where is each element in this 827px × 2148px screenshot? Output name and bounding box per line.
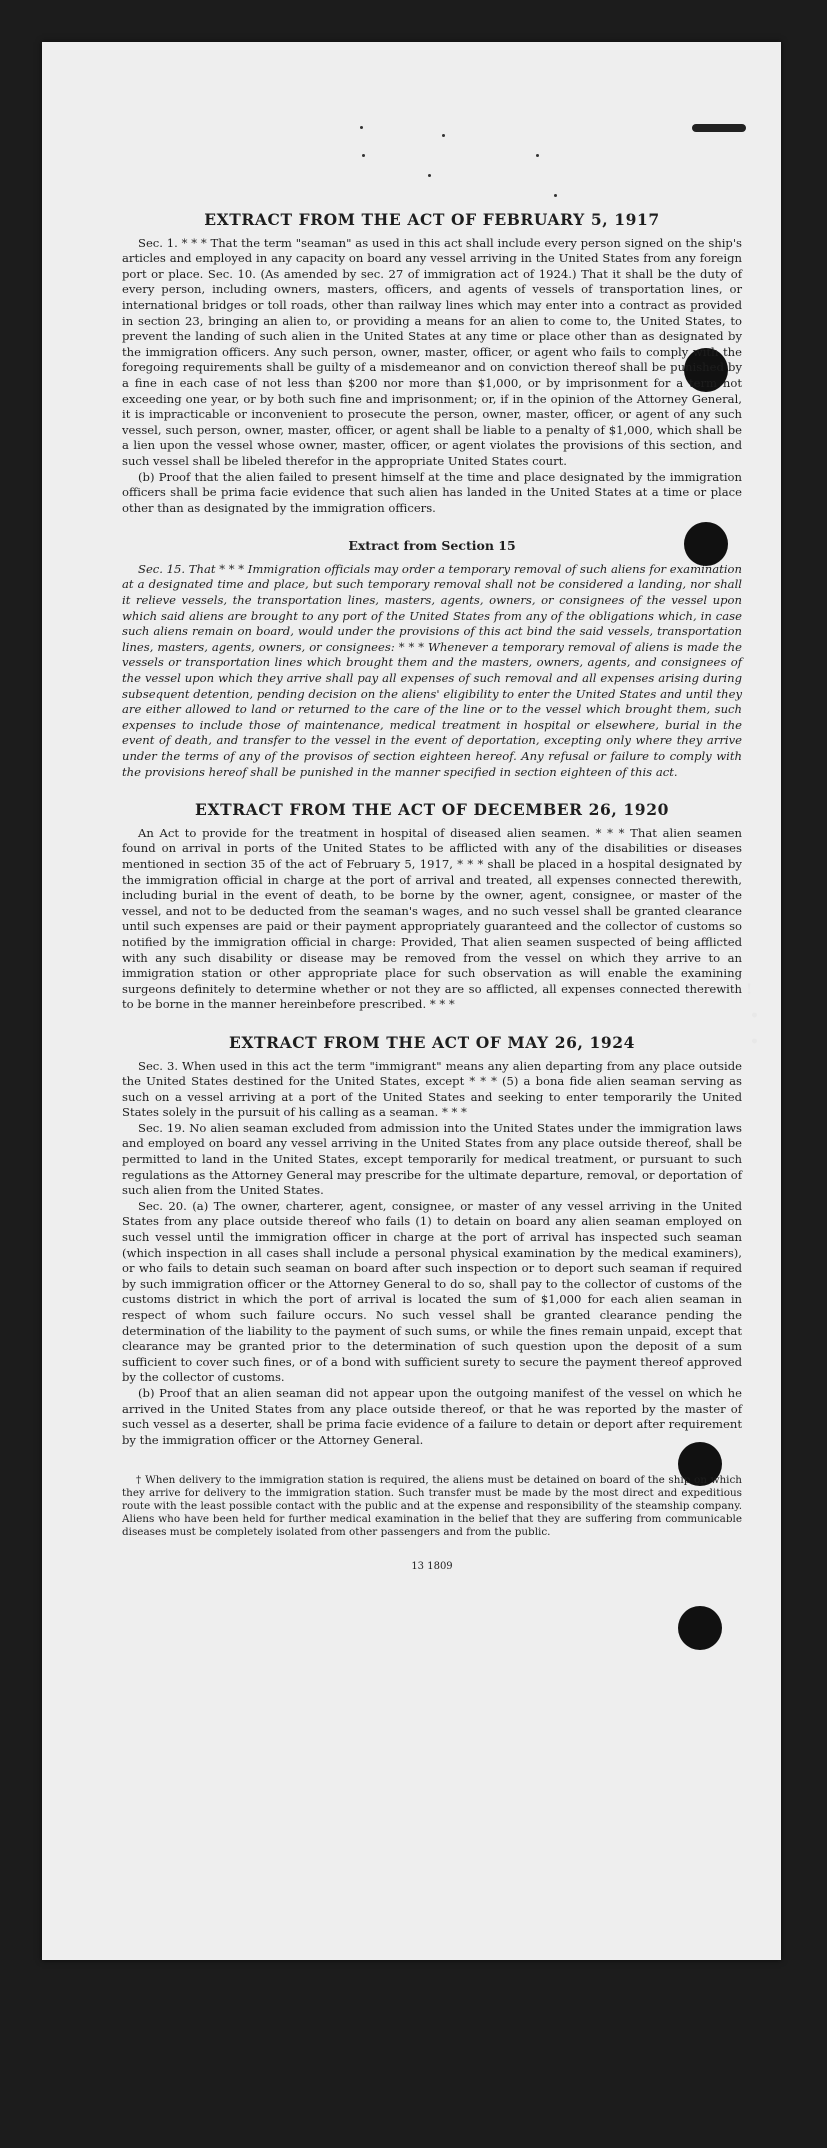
section-paragraph: Sec. 15. That * * * Immigration officials may order a temporary removal of such aliens for examination at a designated time and place, but such temporary removal shall not be considered a landing, nor shall it relieve vessels, the transportation lines, masters, agents, owners, or consignees of the vessel upon which said aliens are brought to any port of the United States from any of the obligations which, in case such aliens remain on board, would under the provisions of this act bind the said vessels, transportation lines, masters, agents, owners, or consignees: * * * Whenever a temporary removal of aliens is made the vessels or transportation lines which brought them and the masters, owners, agents, and consignees of the vessel upon which they arrive shall pay all expenses of such removal and all expenses arising during subsequent detention, pending decision on the aliens' eligibility to enter the United States and until they are either allowed to land or returned to the care of the line or to the vessel which brought them, such expenses to include those of maintenance, medical treatment in hospital or elsewhere, burial in the event of death, and transfer to the vessel in the event of deportation, excepting only where they arrive under the terms of any of the provisos of section eighteen hereof. Any refusal or failure to comply with the provisions hereof shall be punished in the manner specified in section eighteen of this act. <box>122 561 742 779</box>
punch-hole <box>678 1606 722 1650</box>
section-2 <box>122 538 742 780</box>
margin-mark: • <box>750 1034 759 1050</box>
document-body <box>122 212 742 1575</box>
margin-mark: ! <box>746 982 753 998</box>
speck <box>442 134 445 137</box>
section-paragraph: (b) Proof that an alien seaman did not appear upon the outgoing manifest of the vessel on which he arrived in the United States from any place outside thereof, or that he was reported by the master of such vessel as a deserter, shall be prima facie evidence of a failure to detain or deport after requirement by the immigration officer or the Attorney General. <box>122 1385 742 1447</box>
section-paragraph: An Act to provide for the treatment in hospital of diseased alien seamen. * * * That alien seamen found on arrival in ports of the United States to be afflicted with any of the disabilities or diseases mentioned in section 35 of the act of February 5, 1917, * * * shall be placed in a hospital designated by the immigration official in charge at the port of arrival and treated, all expenses connected therewith, including burial in the event of death, to be borne by the owner, agent, consignee, or master of the vessel, and not to be deducted from the seaman's wages, and no such vessel shall be granted clearance until such expenses are paid or their payment appropriately guaranteed and the collector of customs so notified by the immigration official in charge: Provided, That alien seamen suspected of being afflicted with any such disability or disease may be removed from the vessel on which they arrive to an immigration station or other appropriate place for such observation as will enable the examining surgeons definitely to determine whether or not they are so afflicted, all expenses connected therewith to be borne in the manner hereinbefore prescribed. * * * <box>122 825 742 1012</box>
section-paragraph: Sec. 1. * * * That the term "seaman" as used in this act shall include every person signed on the ship's articles and employed in any capacity on board any vessel arriving in the United States from any foreign port or place. Sec. 10. (As amended by sec. 27 of immigration act of 1924.) That it shall be the duty of every person, including owners, masters, officers, and agents of vessels of transportation lines, or international bridges or toll roads, other than railway lines which may enter into a contract as provided in section 23, bringing an alien to, or providing a means for an alien to come to, the United States, to prevent the landing of such alien in the United States at any time or place other than as designated by the immigration officers. Any such person, owner, master, officer, or agent who fails to comply with the foregoing requirements shall be guilty of a misdemeanor and on conviction thereof shall be punished by a fine in each case of not less than $200 nor more than $1,000, or by imprisonment for a term not exceeding one year, or by both such fine and imprisonment; or, if in the opinion of the Attorney General, it is impracticable or inconvenient to prosecute the person, owner, master, officer, or agent of any such vessel, such person, owner, master, officer, or agent shall be liable to a penalty of $1,000, which shall be a lien upon the vessel whose owner, master, officer, or agent violates the provisions of this section, and such vessel shall be libeled therefor in the appropriate United States court. <box>122 235 742 468</box>
section-paragraph: Sec. 19. No alien seaman excluded from admission into the United States under the immigration laws and employed on board any vessel arriving in the United States from any place outside thereof, shall be permitted to land in the United States, except temporarily for medical treatment, or pursuant to such regulations as the Attorney General may prescribe for the ultimate departure, removal, or deportation of such alien from the United States. <box>122 1120 742 1198</box>
section-heading: EXTRACT FROM THE ACT OF FEBRUARY 5, 1917 <box>204 210 660 229</box>
speck <box>362 154 365 157</box>
speck <box>554 194 557 197</box>
page-number: 13 1809 <box>411 1561 453 1573</box>
ink-blot <box>692 124 746 132</box>
section-paragraph: Sec. 20. (a) The owner, charterer, agent, consignee, or master of any vessel arriving in the United States from any place outside thereof who fails (1) to detain on board any alien seaman employed on such vessel until the immigration officer in charge at the port of arrival has inspected such seaman (which inspection in all cases shall include a personal physical examination by the medical examiners), or who fails to detain such seaman on board after such inspection or to deport such seaman if required by such immigration officer or the Attorney General to do so, shall pay to the collector of customs of the customs district in which the port of arrival is located the sum of $1,000 for each alien seaman in respect of whom such failure occurs. No such vessel shall be granted clearance pending the determination of the liability to the payment of such sums, or while the fines remain unpaid, except that clearance may be granted prior to the determination of such question upon the deposit of a sum sufficient to cover such fines, or of a bond with sufficient surety to secure the payment thereof approved by the collector of customs. <box>122 1198 742 1385</box>
section-4 <box>122 1032 742 1448</box>
footnote <box>122 1474 742 1539</box>
footnote-text: † When delivery to the immigration station is required, the aliens must be detained on board of the ship on which they arrive for delivery to the immigration station. Such transfer must be made by the most direct and expeditious route with the least possible contact with the public and at the expense and responsibility of the steamship company. Aliens who have been held for further medical examination in the belief that they are suffering from communicable diseases must be completely isolated from other passengers and from the public. <box>122 1474 742 1539</box>
section-1 <box>122 212 742 516</box>
section-heading: EXTRACT FROM THE ACT OF DECEMBER 26, 1920 <box>195 800 669 820</box>
section-paragraph: Sec. 3. When used in this act the term "immigrant" means any alien departing from any place outside the United States destined for the United States, except * * * (5) a bona fide alien seaman serving as such on a vessel arriving at a port of the United States and seeking to enter temporarily the United States solely in the pursuit of his calling as a seaman. * * * <box>122 1058 742 1120</box>
speck <box>536 154 539 157</box>
section-heading: EXTRACT FROM THE ACT OF MAY 26, 1924 <box>228 1032 636 1052</box>
section-paragraph: (b) Proof that the alien failed to present himself at the time and place designated by the immigration officers shall be prima facie evidence that such alien has landed in the United States at a time or place other than as designated by the immigration officers. <box>122 469 742 515</box>
document-sheet <box>42 42 781 1960</box>
section-heading: Extract from Section 15 <box>348 538 516 554</box>
speck <box>428 174 431 177</box>
speck <box>360 126 363 129</box>
section-3 <box>122 802 742 1013</box>
margin-mark: • <box>750 1008 759 1024</box>
